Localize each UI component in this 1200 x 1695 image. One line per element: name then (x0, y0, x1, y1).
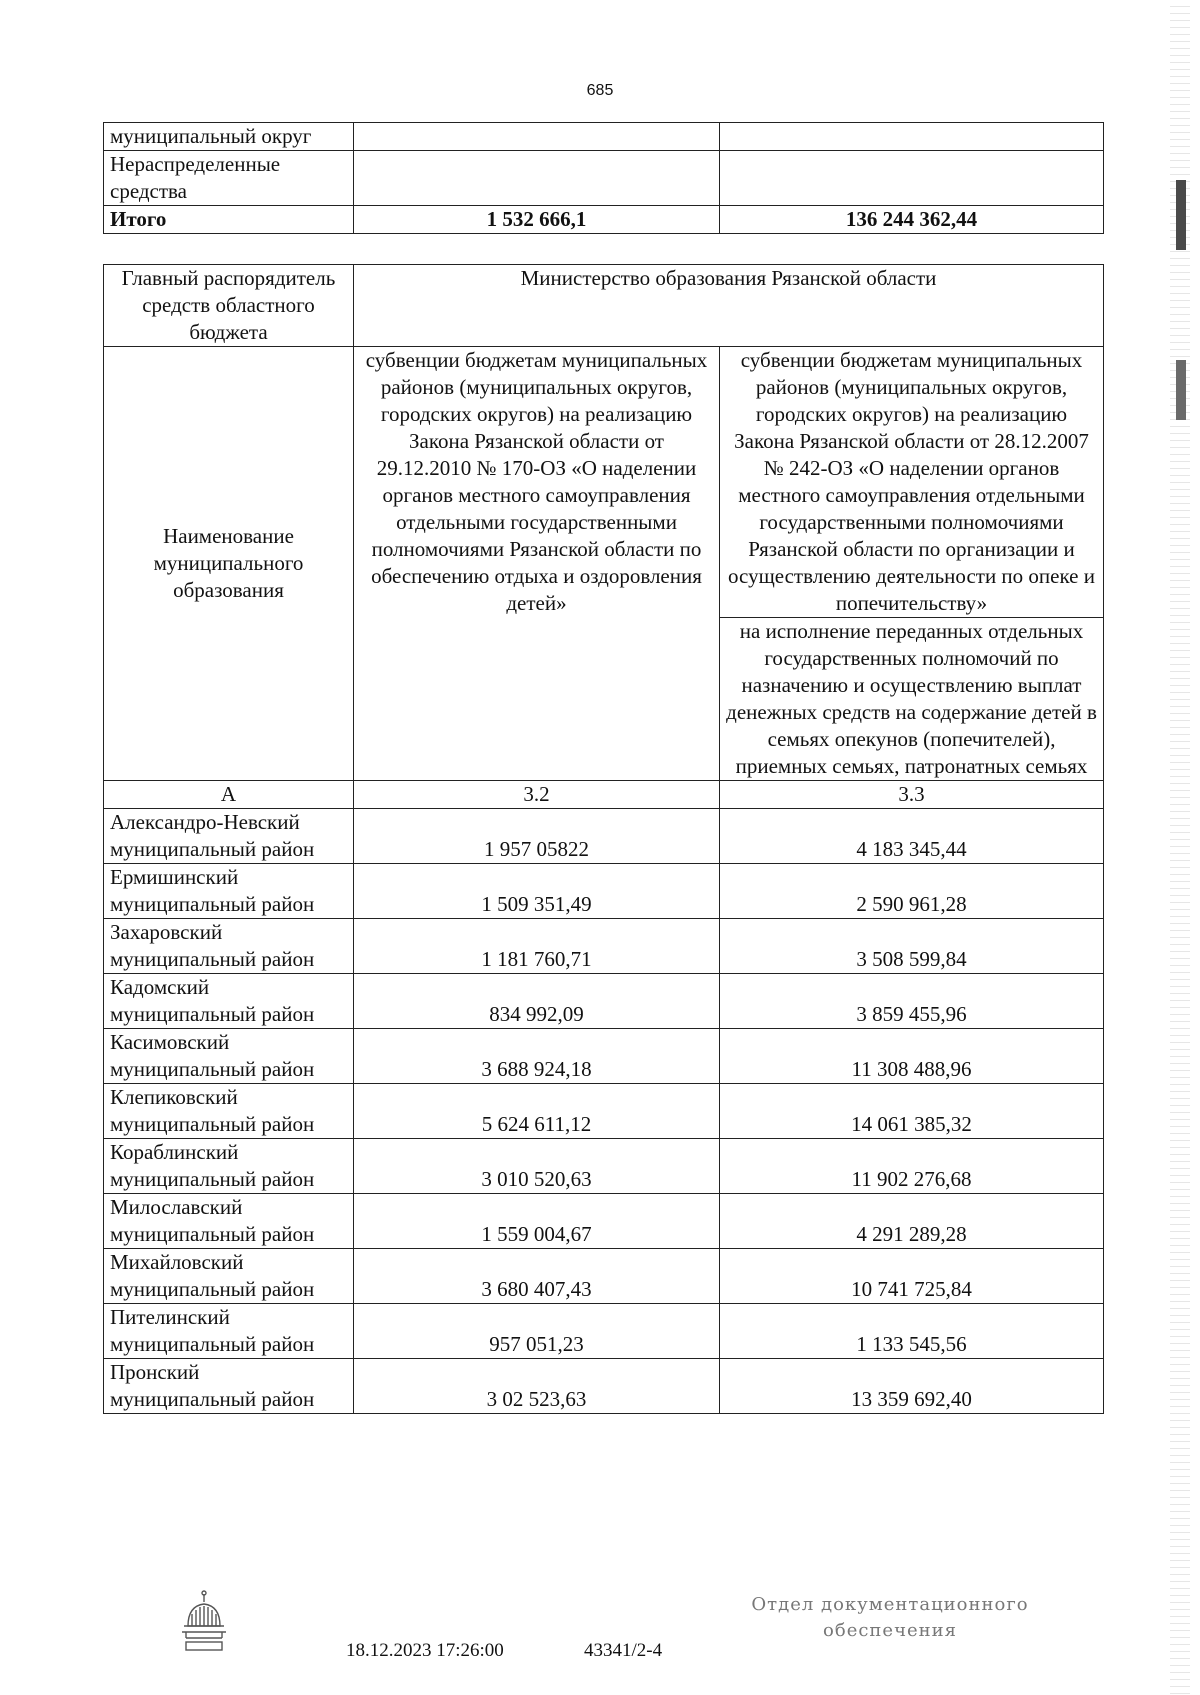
header-row-codes (104, 781, 1104, 809)
footer-date: 18.12.2023 17:26:00 (346, 1640, 504, 1661)
column-code-a: А (104, 781, 354, 809)
value-3-2: 1 509 351,49 (354, 864, 720, 919)
row-value-3-2 (354, 123, 720, 151)
table-row (104, 974, 1104, 1029)
value-3-3: 1 133 545,56 (720, 1304, 1104, 1359)
value-3-3: 10 741 725,84 (720, 1249, 1104, 1304)
department-stamp (700, 1592, 1080, 1644)
footer-document-number: 43341/2-4 (584, 1640, 663, 1661)
row-value-3-2 (354, 151, 720, 206)
municipality-name: Касимовский муниципальный район (104, 1029, 354, 1084)
table-row (104, 919, 1104, 974)
table-row (104, 864, 1104, 919)
table-row (104, 151, 1104, 206)
scan-mark (1176, 360, 1186, 420)
column-code-3-2: 3.2 (354, 781, 720, 809)
municipality-name: Александро-Невский муниципальный район (104, 809, 354, 864)
value-3-2: 1 559 004,67 (354, 1194, 720, 1249)
scan-mark (1176, 180, 1186, 250)
value-3-2: 1 957 05822 (354, 809, 720, 864)
table-row (104, 1139, 1104, 1194)
table-row (104, 809, 1104, 864)
value-3-2: 957 051,23 (354, 1304, 720, 1359)
value-3-3: 4 291 289,28 (720, 1194, 1104, 1249)
header-row-descriptions (104, 347, 1104, 618)
table-row (104, 1084, 1104, 1139)
total-label: Итого (104, 206, 354, 234)
total-value-3-2: 1 532 666,1 (354, 206, 720, 234)
registry-emblem-icon (178, 1590, 230, 1654)
municipality-name: Михайловский муниципальный район (104, 1249, 354, 1304)
page-number: 685 (586, 82, 614, 99)
column-3-2-description: субвенции бюджетам муниципальных районов (муниципальных округов, городских округов) на реализацию Закона Рязанской области от 29.12.2010 № 170-ОЗ «О наделении органов местного самоуправления отдельными государственными полномочиями Рязанской области по обеспечению отдыха и оздоровления детей» (354, 347, 720, 781)
column-3-3-description: субвенции бюджетам муниципальных районов (муниципальных округов, городских округов) на реализацию Закона Рязанской области от 28.12.2007 № 242-ОЗ «О наделении органов местного самоуправления отдельными государственными полномочиями Рязанской области по организации и осуществлению деятельности по опеке и попечительству» (720, 347, 1104, 618)
stamp-line: Отдел документационного (751, 1594, 1029, 1615)
row-name: муниципальный округ (104, 123, 354, 151)
row-name: Нераспределенные средства (104, 151, 354, 206)
table-row (104, 1359, 1104, 1414)
table-row (104, 1249, 1104, 1304)
value-3-3: 11 308 488,96 (720, 1029, 1104, 1084)
table-row (104, 1304, 1104, 1359)
value-3-2: 3 010 520,63 (354, 1139, 720, 1194)
table-row (104, 1029, 1104, 1084)
scan-edge-artifact (1170, 0, 1190, 1695)
value-3-2: 5 624 611,12 (354, 1084, 720, 1139)
municipality-name: Пронский муниципальный район (104, 1359, 354, 1414)
value-3-2: 3 02 523,63 (354, 1359, 720, 1414)
distributor-label: Главный распорядитель средств областного бюджета (104, 265, 354, 347)
municipality-name: Ермишинский муниципальный район (104, 864, 354, 919)
total-value-3-3: 136 244 362,44 (720, 206, 1104, 234)
value-3-2: 834 992,09 (354, 974, 720, 1029)
summary-table (103, 122, 1104, 234)
value-3-3: 13 359 692,40 (720, 1359, 1104, 1414)
value-3-3: 14 061 385,32 (720, 1084, 1104, 1139)
municipality-name: Кадомский муниципальный район (104, 974, 354, 1029)
municipality-name-label: Наименование муниципального образования (104, 347, 354, 781)
value-3-2: 1 181 760,71 (354, 919, 720, 974)
value-3-2: 3 680 407,43 (354, 1249, 720, 1304)
value-3-3: 3 508 599,84 (720, 919, 1104, 974)
table-row (104, 1194, 1104, 1249)
value-3-3: 3 859 455,96 (720, 974, 1104, 1029)
stamp-line: обеспечения (823, 1620, 957, 1641)
row-value-3-3 (720, 123, 1104, 151)
municipality-name: Кораблинский муниципальный район (104, 1139, 354, 1194)
municipality-name: Захаровский муниципальный район (104, 919, 354, 974)
header-row-distributor (104, 265, 1104, 347)
row-value-3-3 (720, 151, 1104, 206)
column-code-3-3: 3.3 (720, 781, 1104, 809)
subventions-table (103, 264, 1104, 1414)
value-3-3: 4 183 345,44 (720, 809, 1104, 864)
value-3-3: 11 902 276,68 (720, 1139, 1104, 1194)
column-3-3-subdescription: на исполнение переданных отдельных государственных полномочий по назначению и осуществлению выплат денежных средств на содержание детей в семьях опекунов (попечителей), приемных семьях, патронатных семьях (720, 618, 1104, 781)
distributor-value: Министерство образования Рязанской области (354, 265, 1104, 347)
table-row (104, 123, 1104, 151)
municipality-name: Милославский муниципальный район (104, 1194, 354, 1249)
value-3-2: 3 688 924,18 (354, 1029, 720, 1084)
value-3-3: 2 590 961,28 (720, 864, 1104, 919)
municipality-name: Пителинский муниципальный район (104, 1304, 354, 1359)
municipality-name: Клепиковский муниципальный район (104, 1084, 354, 1139)
total-row (104, 206, 1104, 234)
